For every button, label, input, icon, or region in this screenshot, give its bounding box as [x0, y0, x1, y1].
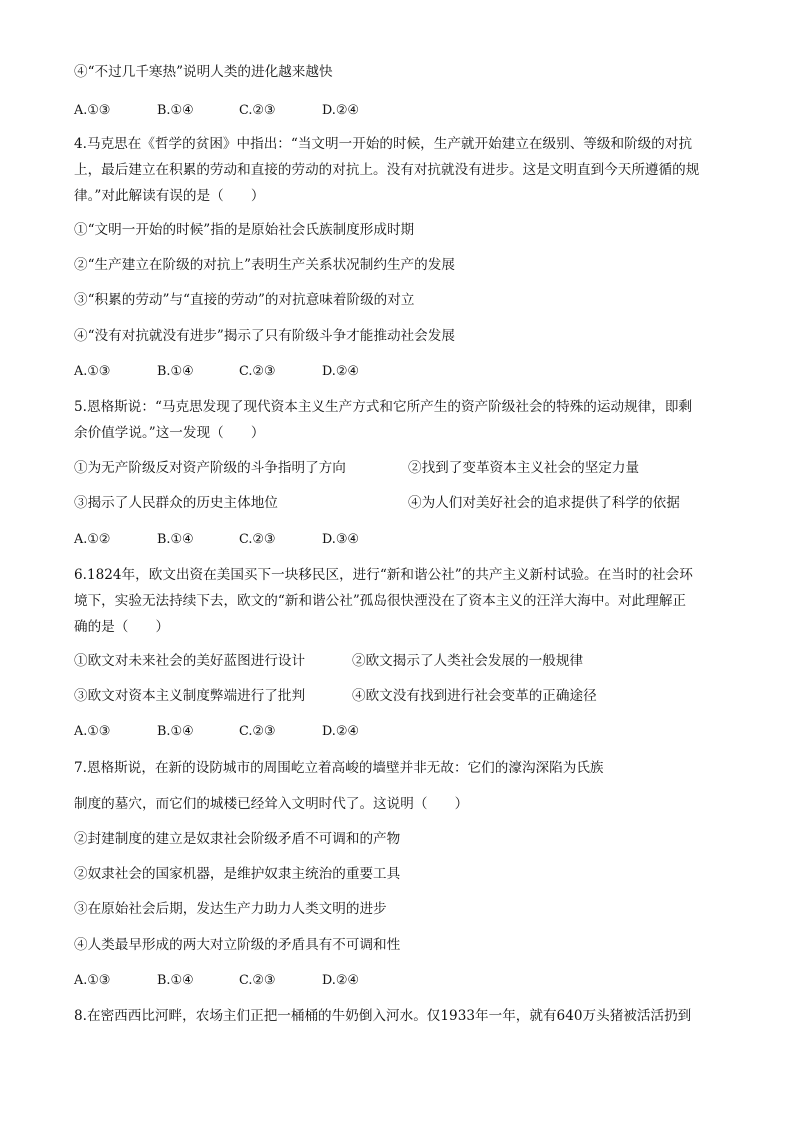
option-a: A.①③ [74, 364, 111, 379]
q6-stem-line-1: 6.1824年，欧文出资在美国买下一块移民区，进行“新和谐公社”的共产主义新村试验。在当时的社会环 [74, 567, 693, 583]
option-a: A.①③ [74, 103, 111, 118]
q5-stem-line-1: 5.恩格斯说：“马克思发现了现代资本主义生产方式和它所产生的资产阶级社会的特殊的运动规律，即剩 [74, 399, 693, 415]
option-d: D.②④ [322, 103, 359, 118]
option-c: C.②③ [239, 364, 276, 379]
option-b: B.①④ [157, 103, 194, 118]
q7-item-2: ②奴隶社会的国家机器，是维护奴隶主统治的重要工具 [74, 866, 401, 882]
q4-item-1: ①“文明一开始的时候”指的是原始社会氏族制度形成时期 [74, 222, 415, 238]
q6-stem-line-2: 境下，实验无法持续下去，欧文的“新和谐公社”孤岛很快湮没在了资本主义的汪洋大海中。对此理解正 [74, 593, 687, 609]
option-d: D.②④ [322, 364, 359, 379]
q4-item-4: ④“没有对抗就没有进步”揭示了只有阶级斗争才能推动社会发展 [74, 328, 455, 344]
option-a: A.①③ [74, 973, 111, 988]
option-a: A.①③ [74, 724, 111, 739]
q6-stem-line-3: 确的是（ ） [74, 619, 170, 635]
q4-stem-line-3: 律。”对此解读有误的是（ ） [74, 188, 265, 204]
q7-stem-line-1: 7.恩格斯说，在新的设防城市的周围屹立着高峻的墙壁并非无故：它们的濠沟深陷为氏族 [74, 760, 604, 776]
q7-item-3: ③在原始社会后期，发达生产力助力人类文明的进步 [74, 901, 387, 917]
q5-stem-line-2: 余价值学说。”这一发现（ ） [74, 425, 265, 441]
q6-item-2: ②欧文揭示了人类社会发展的一般规律 [352, 653, 584, 669]
q4-stem-line-2: 上，最后建立在积累的劳动和直接的劳动的对抗上。没有对抗就没有进步。这是文明直到今天所遵循的规 [74, 162, 700, 178]
option-d: D.②④ [322, 973, 359, 988]
q7-stem-line-2: 制度的墓穴，而它们的城楼已经耸入文明时代了。这说明（ ） [74, 796, 469, 812]
option-b: B.①④ [157, 724, 194, 739]
q4-item-2: ②“生产建立在阶级的对抗上”表明生产关系状况制约生产的发展 [74, 257, 455, 273]
option-d: D.②④ [322, 724, 359, 739]
prev-item-4: ④“不过几千寒热”说明人类的进化越来越快 [74, 64, 333, 80]
option-d: D.③④ [322, 532, 359, 547]
option-b: B.①④ [157, 532, 194, 547]
option-b: B.①④ [157, 364, 194, 379]
q6-item-3: ③欧文对资本主义制度弊端进行了批判 [74, 688, 306, 704]
q6-item-1: ①欧文对未来社会的美好蓝图进行设计 [74, 653, 306, 669]
q4-stem-line-1: 4.马克思在《哲学的贫困》中指出：“当文明一开始的时候，生产就开始建立在级别、等级和阶级的对抗 [74, 136, 693, 152]
q5-item-1: ①为无产阶级反对资产阶级的斗争指明了方向 [74, 460, 346, 476]
q7-item-1: ②封建制度的建立是奴隶社会阶级矛盾不可调和的产物 [74, 831, 401, 847]
q5-item-2: ②找到了变革资本主义社会的坚定力量 [408, 460, 640, 476]
option-c: C.②③ [239, 103, 276, 118]
option-a: A.①② [74, 532, 111, 547]
option-c: C.②③ [239, 724, 276, 739]
option-b: B.①④ [157, 973, 194, 988]
q5-item-4: ④为人们对美好社会的追求提供了科学的依据 [408, 495, 680, 511]
q5-item-3: ③揭示了人民群众的历史主体地位 [74, 495, 278, 511]
option-c: C.②③ [239, 973, 276, 988]
q7-item-4: ④人类最早形成的两大对立阶级的矛盾具有不可调和性 [74, 937, 401, 953]
q4-item-3: ③“积累的劳动”与“直接的劳动”的对抗意味着阶级的对立 [74, 292, 415, 308]
q6-item-4: ④欧文没有找到进行社会变革的正确途径 [352, 688, 597, 704]
option-c: C.②③ [239, 532, 276, 547]
q8-stem-line-1: 8.在密西西比河畔，农场主们正把一桶桶的牛奶倒入河水。仅1933年一年，就有640万头猪被活活扔到 [74, 1008, 692, 1024]
